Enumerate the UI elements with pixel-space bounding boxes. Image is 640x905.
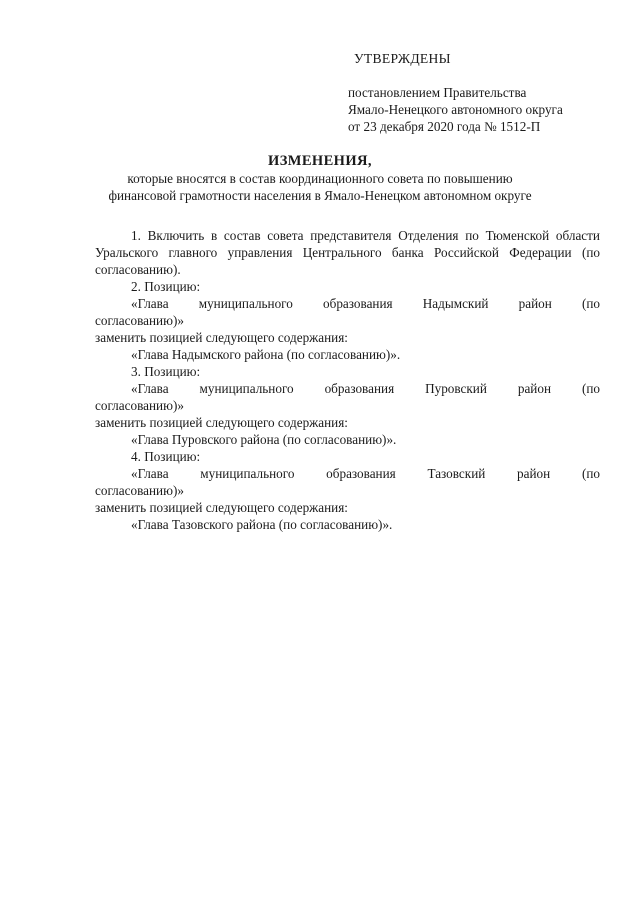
paragraph-4-replace: заменить позицией следующего содержания: bbox=[95, 500, 348, 515]
paragraph-4-new-position: «Глава Тазовского района (по согласованию)». bbox=[131, 517, 393, 532]
paragraph-2-position-line-1: «Глава муниципального образования Надымский район (по bbox=[131, 296, 600, 311]
paragraph-4-position-line-2: согласованию)» bbox=[95, 483, 184, 498]
paragraph-4-position-line-1: «Глава муниципального образования Тазовский район (по bbox=[131, 466, 600, 481]
approval-line-1: постановлением Правительства bbox=[348, 85, 527, 100]
paragraph-3-label: 3. Позицию: bbox=[131, 364, 201, 379]
paragraph-1: 1. Включить в состав совета представителя Отделения по Тюменской области Уральского главного управления Центрального банка Российской Федерации (по согласованию). bbox=[95, 228, 600, 277]
document-title: ИЗМЕНЕНИЯ, bbox=[268, 153, 372, 169]
document-subtitle-line-2: финансовой грамотности населения в Ямало-Ненецком автономном округе bbox=[108, 188, 532, 203]
document-title-block bbox=[40, 153, 600, 204]
approval-line-2: Ямало-Ненецкого автономного округа bbox=[348, 102, 563, 117]
approval-line-3: от 23 декабря 2020 года № 1512-П bbox=[348, 119, 541, 134]
document-body bbox=[95, 227, 600, 533]
paragraph-4-label: 4. Позицию: bbox=[131, 449, 201, 464]
paragraph-3-new-position: «Глава Пуровского района (по согласованию)». bbox=[131, 432, 397, 447]
paragraph-3-position-line-1: «Глава муниципального образования Пуровский район (по bbox=[131, 381, 600, 396]
paragraph-2-position-line-2: согласованию)» bbox=[95, 313, 184, 328]
paragraph-3-position-line-2: согласованию)» bbox=[95, 398, 184, 413]
paragraph-2-new-position: «Глава Надымского района (по согласованию)». bbox=[131, 347, 401, 362]
paragraph-3-replace: заменить позицией следующего содержания: bbox=[95, 415, 348, 430]
approval-heading: УТВЕРЖДЕНЫ bbox=[354, 51, 451, 66]
paragraph-2-replace: заменить позицией следующего содержания: bbox=[95, 330, 348, 345]
paragraph-2-label: 2. Позицию: bbox=[131, 279, 201, 294]
document-subtitle-line-1: которые вносятся в состав координационного совета по повышению bbox=[127, 171, 513, 186]
approval-stamp bbox=[348, 50, 618, 135]
